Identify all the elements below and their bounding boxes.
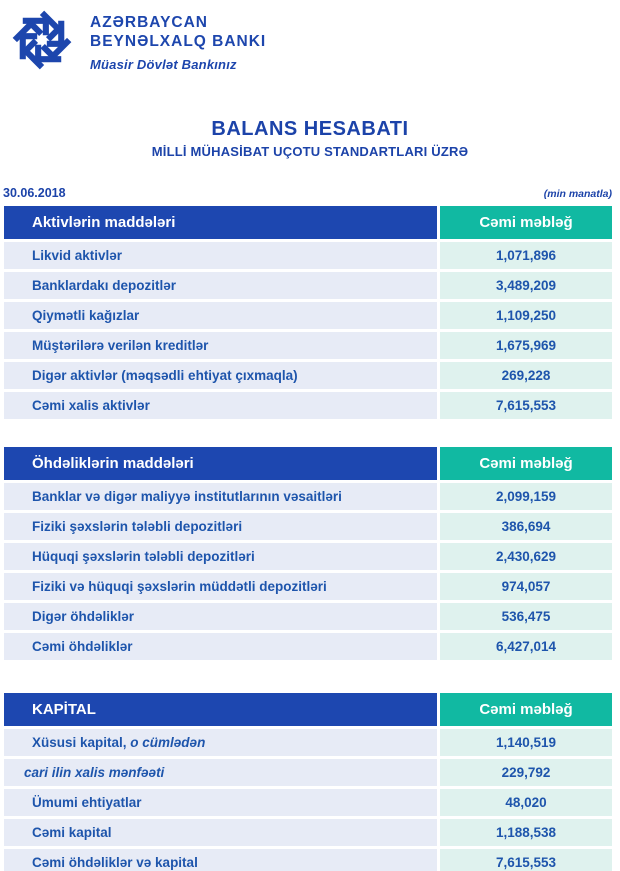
liabilities-table — [4, 447, 612, 660]
row-value: 2,099,159 — [440, 483, 612, 510]
row-value: 1,188,538 — [440, 819, 612, 846]
assets-amount-header: Cəmi məbləğ — [440, 206, 612, 239]
row-value: 229,792 — [440, 759, 612, 786]
assets-table-header — [4, 206, 612, 239]
page-subtitle: MİLLİ MÜHASİBAT UÇOTU STANDARTLARI ÜZRƏ — [151, 144, 469, 159]
report-date: 30.06.2018 — [3, 186, 66, 200]
table-row — [4, 272, 612, 299]
table-row — [4, 302, 612, 329]
row-label: Digər aktivlər (məqsədli ehtiyat çıxmaqla) — [4, 362, 437, 389]
table-row — [4, 759, 612, 786]
bank-tagline: Müasir Dövlət Bankınız — [90, 57, 237, 73]
row-value: 1,140,519 — [440, 729, 612, 756]
row-label: Cəmi öhdəliklər — [4, 633, 437, 660]
table-row — [4, 513, 612, 540]
row-label: Cəmi xalis aktivlər — [4, 392, 437, 419]
row-value: 1,109,250 — [440, 302, 612, 329]
row-label: Ümumi ehtiyatlar — [4, 789, 437, 816]
row-value: 386,694 — [440, 513, 612, 540]
row-value: 7,615,553 — [440, 392, 612, 419]
row-value: 269,228 — [440, 362, 612, 389]
bank-name — [90, 14, 266, 51]
table-row — [4, 483, 612, 510]
table-total-row — [4, 819, 612, 846]
liabilities-table-title: Öhdəliklərin maddələri — [4, 447, 437, 480]
row-label: Cəmi kapital — [4, 819, 437, 846]
capital-table-title: KAPİTAL — [4, 693, 437, 726]
table-row — [4, 362, 612, 389]
row-label: Likvid aktivlər — [4, 242, 437, 269]
bank-identity — [90, 14, 266, 72]
capital-table — [4, 693, 612, 871]
row-label-italic-text: o cümlədən — [130, 735, 206, 750]
row-value: 2,430,629 — [440, 543, 612, 570]
table-row — [4, 242, 612, 269]
row-label: Müştərilərə verilən kreditlər — [4, 332, 437, 359]
table-row — [4, 332, 612, 359]
capital-table-header — [4, 693, 612, 726]
row-label-text: Xüsusi kapital, — [32, 735, 131, 750]
unit-note: (min manatla) — [543, 188, 612, 200]
row-label: Fiziki şəxslərin tələbli depozitləri — [4, 513, 437, 540]
row-label: Hüquqi şəxslərin tələbli depozitləri — [4, 543, 437, 570]
bank-logo-icon — [8, 6, 76, 74]
table-row — [4, 573, 612, 600]
table-row — [4, 729, 612, 756]
liabilities-table-header — [4, 447, 612, 480]
row-label: Banklardakı depozitlər — [4, 272, 437, 299]
report-meta-row — [3, 186, 612, 200]
table-total-row — [4, 392, 612, 419]
assets-table-title: Aktivlərin maddələri — [4, 206, 437, 239]
row-value: 536,475 — [440, 603, 612, 630]
row-value: 1,071,896 — [440, 242, 612, 269]
bank-header — [0, 0, 620, 74]
row-label: Cəmi öhdəliklər və kapital — [4, 849, 437, 871]
liabilities-amount-header: Cəmi məbləğ — [440, 447, 612, 480]
row-label: cari ilin xalis mənfəəti — [4, 759, 437, 786]
row-value: 6,427,014 — [440, 633, 612, 660]
table-row — [4, 789, 612, 816]
row-label: Fiziki və hüquqi şəxslərin müddətli depozitləri — [4, 573, 437, 600]
table-row — [4, 543, 612, 570]
row-label: Digər öhdəliklər — [4, 603, 437, 630]
row-label: Qiymətli kağızlar — [4, 302, 437, 329]
bank-name-line1: AZƏRBAYCAN — [90, 14, 208, 31]
table-total-row — [4, 633, 612, 660]
capital-amount-header: Cəmi məbləğ — [440, 693, 612, 726]
row-label: Banklar və digər maliyyə institutlarının vəsaitləri — [4, 483, 437, 510]
row-value: 3,489,209 — [440, 272, 612, 299]
row-value: 48,020 — [440, 789, 612, 816]
row-value: 974,057 — [440, 573, 612, 600]
table-row — [4, 603, 612, 630]
bank-name-line2: BEYNƏLXALQ BANKI — [90, 32, 267, 50]
row-value: 1,675,969 — [440, 332, 612, 359]
row-value: 7,615,553 — [440, 849, 612, 871]
row-label — [4, 729, 437, 756]
page-title: BALANS HESABATI — [211, 118, 409, 140]
report-title-block — [0, 118, 620, 159]
assets-table — [4, 206, 612, 419]
table-total-row — [4, 849, 612, 871]
